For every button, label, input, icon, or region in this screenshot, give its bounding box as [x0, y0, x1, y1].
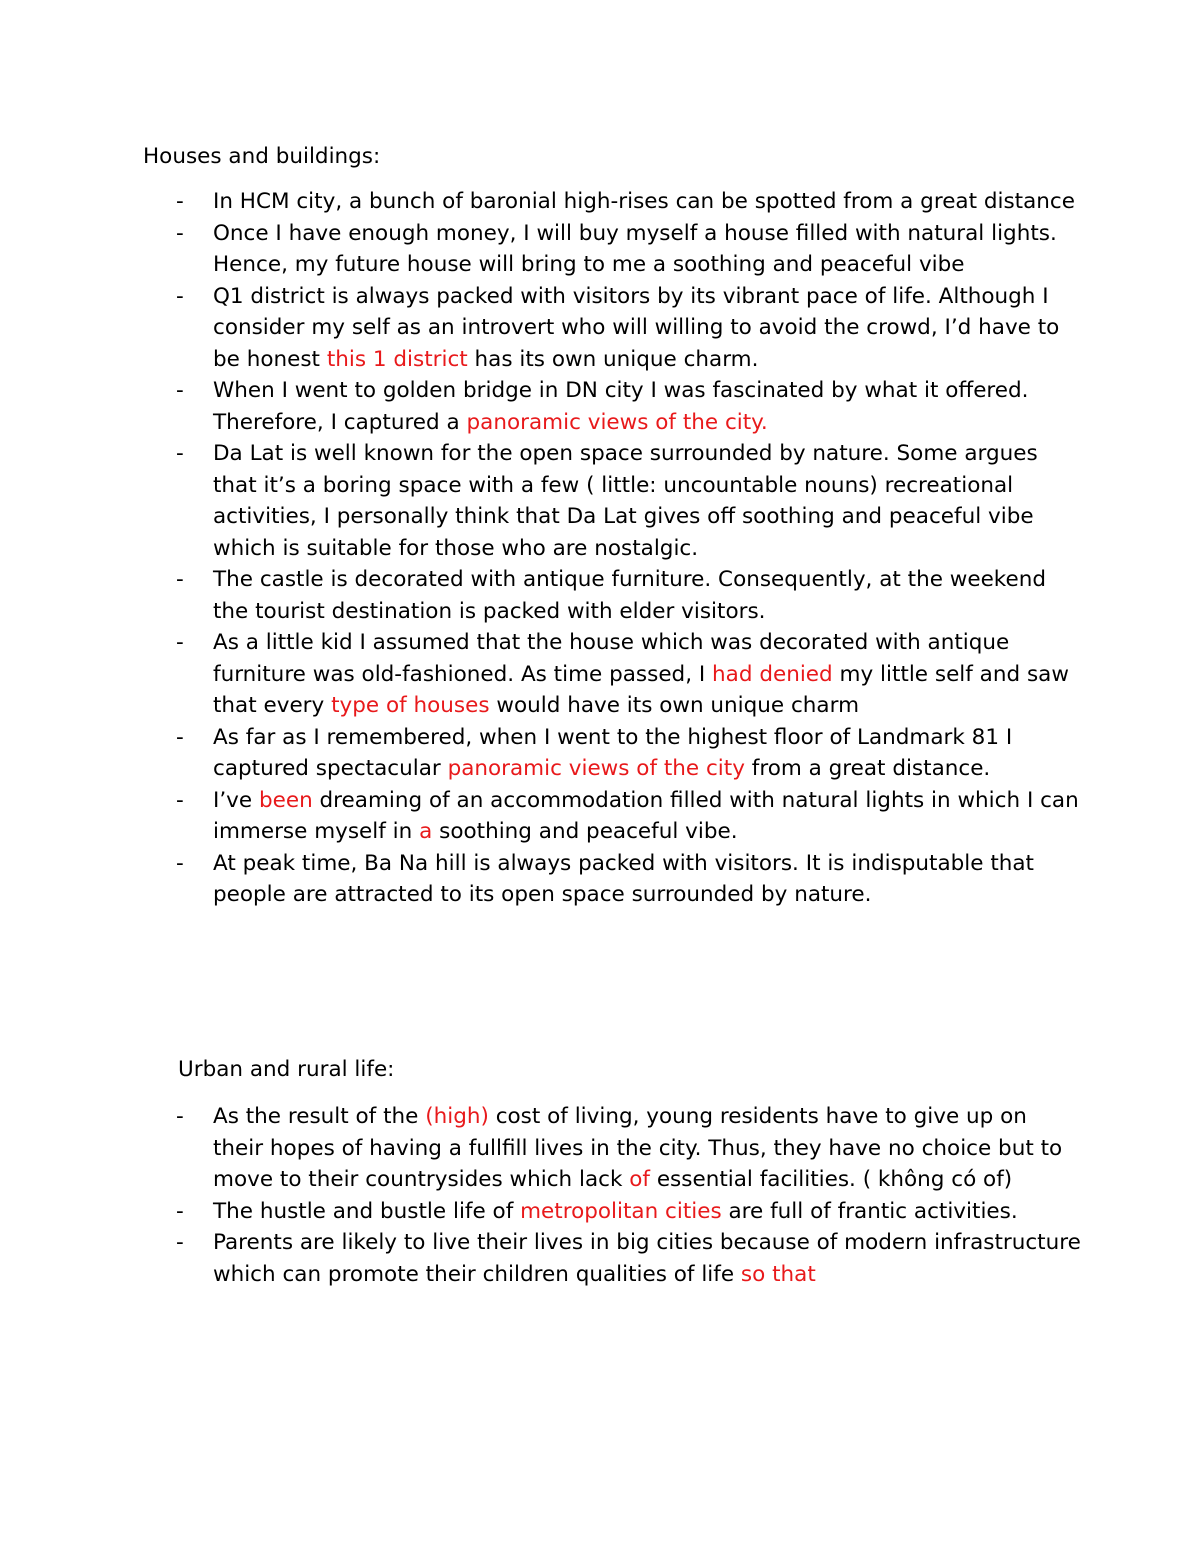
highlighted-text: panoramic views of the city. [466, 409, 768, 435]
text-segment: cost of living, young residents have to give up on their hopes of having a fullfill lives in the city. Thus, they have no choice but to move to their countrysides which lack [213, 1104, 1063, 1192]
urban-rural-bullet-list [0, 1101, 1083, 1290]
list-item [0, 186, 1083, 218]
highlighted-text: metropolitan cities [520, 1198, 722, 1224]
text-segment: Q1 district is always packed with visitors by its vibrant pace of life. Although I consider my self as an introvert who will willing to avoid the crowd, I’d have to be honest [213, 283, 1060, 372]
text-segment: Once I have enough money, I will buy myself a house filled with natural lights. Hence, my future house will bring to me a soothing and peaceful vibe [213, 220, 1057, 277]
highlighted-text: panoramic views of the city [447, 756, 745, 781]
text-segment: dreaming of an accommodation filled with natural lights in which I can immerse myself in [213, 787, 1079, 844]
list-item [0, 1196, 1083, 1228]
text-segment: When I went to golden bridge in DN city I was fascinated by what it offered. Therefore, I captured a [213, 378, 1029, 435]
list-item [0, 438, 1083, 564]
text-segment: In HCM city, a bunch of baronial high-rises can be spotted from a great distance [213, 189, 1075, 214]
highlighted-text: type of houses [331, 693, 490, 718]
houses-bullet-list [0, 186, 1083, 911]
text-segment: from a great distance. [744, 756, 991, 781]
text-segment: essential facilities. ( không có of) [650, 1167, 1013, 1192]
list-item [0, 627, 1083, 722]
text-segment: would have its own unique charm [489, 693, 860, 718]
text-segment: soothing and peaceful vibe. [432, 819, 738, 844]
text-segment: The castle is decorated with antique furniture. Consequently, at the weekend the tourist destination is packed with elder visitors. [213, 567, 1046, 624]
text-segment: my little self and saw that every [213, 661, 1069, 718]
section-heading-houses: Houses and buildings: [143, 144, 381, 169]
list-item [0, 1101, 1083, 1196]
list-item [0, 218, 1083, 281]
text-segment: At peak time, Ba Na hill is always packed with visitors. It is indisputable that people are attracted to its open space surrounded by nature. [213, 850, 1034, 907]
highlighted-text: (high) [425, 1104, 489, 1129]
list-item [0, 564, 1083, 627]
highlighted-text: had denied [712, 661, 833, 687]
highlighted-text: so that [740, 1261, 816, 1287]
list-item [0, 1227, 1083, 1290]
text-segment: Parents are likely to live their lives in big cities because of modern infrastructure which can promote their children qualities of life [213, 1230, 1081, 1287]
text-segment: As far as I remembered, when I went to the highest floor of Landmark 81 I captured spectacular [213, 724, 1013, 781]
text-segment: As a little kid I assumed that the house which was decorated with antique furniture was old-fashioned. As time passed, I [213, 630, 1010, 687]
text-segment: As the result of the [213, 1104, 426, 1129]
highlighted-text: this 1 district [326, 346, 468, 372]
list-item [0, 375, 1083, 438]
highlighted-text: a [419, 819, 433, 844]
list-item [0, 848, 1083, 911]
list-item [0, 785, 1083, 848]
highlighted-text: of [629, 1167, 650, 1192]
text-segment: are full of frantic activities. [721, 1198, 1018, 1224]
section-heading-urban-rural: Urban and rural life: [178, 1057, 395, 1082]
text-segment: Da Lat is well known for the open space surrounded by nature. Some argues that it’s a boring space with a few ( little: uncountable nouns) recreational activities, I personally think that Da Lat gives off soothing and peaceful vibe which is suitable for those who are nostalgic. [213, 441, 1038, 561]
text-segment: The hustle and bustle life of [213, 1198, 521, 1224]
list-item [0, 722, 1083, 785]
text-segment: I’ve [213, 787, 259, 813]
text-segment: has its own unique charm. [467, 346, 759, 372]
highlighted-text: been [258, 787, 313, 813]
list-item [0, 281, 1083, 376]
